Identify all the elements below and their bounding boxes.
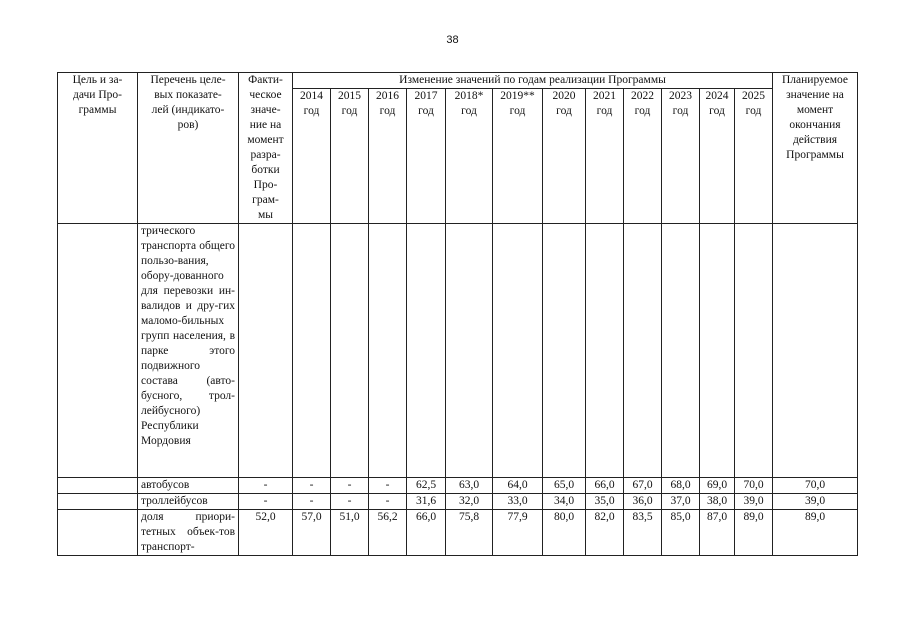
value-cell: - — [293, 494, 331, 510]
value-cell: 51,0 — [331, 510, 369, 556]
value-cell: - — [293, 478, 331, 494]
value-cell: 36,0 — [624, 494, 662, 510]
year-header: 2018* год — [446, 89, 493, 224]
year-header: 2021 год — [586, 89, 624, 224]
value-cell: 37,0 — [662, 494, 700, 510]
header-goal: Цель и за- дачи Про- граммы — [58, 73, 138, 224]
value-cell: 80,0 — [543, 510, 586, 556]
header-planned-value: Планируемое значение на момент окончания действия Программы — [773, 73, 858, 224]
value-cell: 64,0 — [493, 478, 543, 494]
goal-cell — [58, 224, 138, 478]
value-cell: - — [369, 478, 407, 494]
value-cell: 56,2 — [369, 510, 407, 556]
header-indicators: Перечень целе- вых показате- лей (индикато- ров) — [138, 73, 239, 224]
year-header: 2016 год — [369, 89, 407, 224]
table-row — [58, 478, 858, 494]
value-cell: - — [369, 494, 407, 510]
indicator-continuation-text: трического транспорта общего пользо-вания, обору-дованного для перевозки ин-валидов и дру-гих маломо-бильных групп населения, в парке этого подвижного состава (авто-бусного, трол-лейбусного) Республики Мордовия — [138, 224, 239, 478]
value-cell: 66,0 — [586, 478, 624, 494]
value-cell: - — [331, 478, 369, 494]
value-cell: 35,0 — [586, 494, 624, 510]
year-header: 2017 год — [407, 89, 446, 224]
value-cell: 32,0 — [446, 494, 493, 510]
year-header: 2014 год — [293, 89, 331, 224]
value-cell: 82,0 — [586, 510, 624, 556]
page-number: 38 — [446, 34, 459, 46]
indicator-label: автобусов — [138, 478, 239, 494]
value-cell: - — [239, 494, 293, 510]
value-cell: 66,0 — [407, 510, 446, 556]
header-actual-value: Факти- ческое значе- ние на момент разра- ботки Про- грам- мы — [239, 73, 293, 224]
value-cell: 39,0 — [735, 494, 773, 510]
value-cell: 57,0 — [293, 510, 331, 556]
value-cell: 87,0 — [700, 510, 735, 556]
year-header: 2015 год — [331, 89, 369, 224]
table-row — [58, 494, 858, 510]
value-cell: 69,0 — [700, 478, 735, 494]
year-header: 2020 год — [543, 89, 586, 224]
value-cell: 70,0 — [735, 478, 773, 494]
value-cell: 62,5 — [407, 478, 446, 494]
value-cell: - — [331, 494, 369, 510]
value-cell: 89,0 — [735, 510, 773, 556]
table-row — [58, 510, 858, 556]
indicator-label: троллейбусов — [138, 494, 239, 510]
year-header: 2022 год — [624, 89, 662, 224]
value-cell: 85,0 — [662, 510, 700, 556]
value-cell: 38,0 — [700, 494, 735, 510]
indicator-label: доля приори-тетных объек-тов транспорт- — [138, 510, 239, 556]
value-cell: 33,0 — [493, 494, 543, 510]
value-cell: 67,0 — [624, 478, 662, 494]
planned-value-cell: 39,0 — [773, 494, 858, 510]
year-header: 2019** год — [493, 89, 543, 224]
value-cell: 75,8 — [446, 510, 493, 556]
value-cell: 63,0 — [446, 478, 493, 494]
value-cell: 65,0 — [543, 478, 586, 494]
year-header: 2024 год — [700, 89, 735, 224]
value-cell: 34,0 — [543, 494, 586, 510]
planned-value-cell: 89,0 — [773, 510, 858, 556]
value-cell: 31,6 — [407, 494, 446, 510]
value-cell: 68,0 — [662, 478, 700, 494]
year-header: 2023 год — [662, 89, 700, 224]
value-cell: 52,0 — [239, 510, 293, 556]
table-row — [58, 224, 858, 478]
year-header: 2025 год — [735, 89, 773, 224]
value-cell: 77,9 — [493, 510, 543, 556]
header-changes-by-year: Изменение значений по годам реализации Программы — [293, 73, 773, 89]
value-cell: - — [239, 478, 293, 494]
planned-value-cell: 70,0 — [773, 478, 858, 494]
value-cell: 83,5 — [624, 510, 662, 556]
indicators-table — [57, 72, 858, 556]
